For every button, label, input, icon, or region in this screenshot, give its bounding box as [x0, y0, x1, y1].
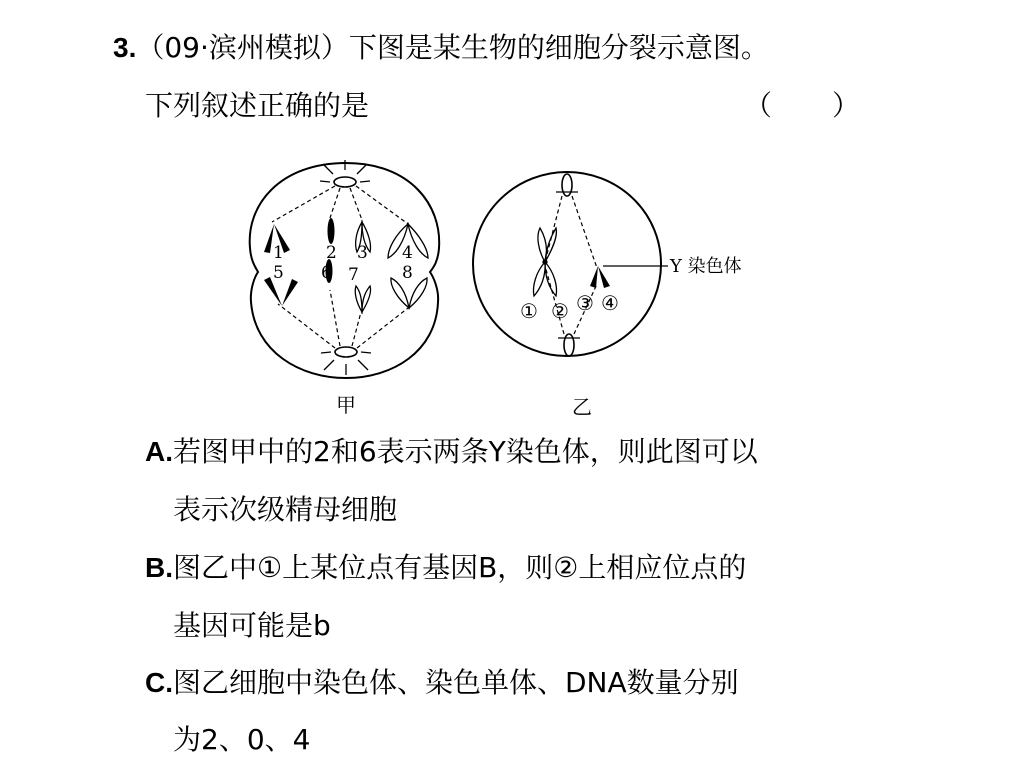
- answer-paren-open: （: [744, 89, 773, 122]
- question-source: （09·滨州模拟）: [136, 31, 349, 64]
- cell-jia-bottom-centriole: [321, 347, 371, 375]
- question-stem-line2: 下列叙述正确的是: [145, 89, 370, 122]
- chromosome-number: 4: [402, 243, 413, 263]
- option-b[interactable]: [145, 546, 746, 586]
- circled-number: ①: [520, 299, 538, 323]
- option-a[interactable]: [145, 430, 758, 470]
- cell-yi-y-chromosome: [590, 266, 668, 288]
- option-letter: B.: [145, 552, 173, 583]
- chromosome-number: 5: [273, 263, 284, 283]
- cell-yi-top-centriole: [556, 174, 578, 196]
- option-text: 若图甲中的2和6表示两条Y染色体，则此图可以: [173, 435, 758, 468]
- cell-yi-membrane: [473, 172, 661, 356]
- option-a-continued: 表示次级精母细胞: [173, 493, 398, 526]
- caption-jia: 甲: [336, 393, 356, 417]
- circled-number: ④: [601, 291, 619, 315]
- circled-number: ②: [551, 299, 569, 323]
- chromosome-number: 6: [321, 263, 332, 283]
- cell-division-figure: [240, 150, 780, 425]
- option-text: 图乙细胞中染色体、染色单体、DNA数量分别: [173, 666, 739, 699]
- chromosome-number: 1: [273, 243, 284, 263]
- question-number: 3.: [113, 32, 137, 63]
- option-letter: C.: [145, 667, 173, 698]
- option-b-continued: 基因可能是b: [173, 609, 331, 642]
- answer-paren-close: ）: [832, 89, 861, 122]
- chromosome-number: 2: [326, 243, 337, 263]
- chromosome-number: 3: [357, 243, 368, 263]
- y-chromosome-label: Y 染色体: [670, 256, 742, 277]
- circled-number: ③: [576, 291, 594, 315]
- chromosome-number: 8: [402, 263, 413, 283]
- chromosome-number: 7: [348, 265, 359, 285]
- cell-yi-chromosomes: [533, 228, 556, 296]
- question-stem-line1: [113, 26, 769, 66]
- option-text: 图乙中①上某位点有基因B，则②上相应位点的: [173, 551, 747, 584]
- option-letter: A.: [145, 436, 173, 467]
- option-c[interactable]: [145, 661, 739, 701]
- question-stem-text: 下图是某生物的细胞分裂示意图。: [348, 31, 769, 64]
- cell-yi-bottom-centriole: [558, 334, 580, 356]
- caption-yi: 乙: [572, 395, 592, 419]
- cell-jia-spindle: [272, 186, 408, 348]
- option-c-continued: 为2、0、4: [173, 723, 311, 756]
